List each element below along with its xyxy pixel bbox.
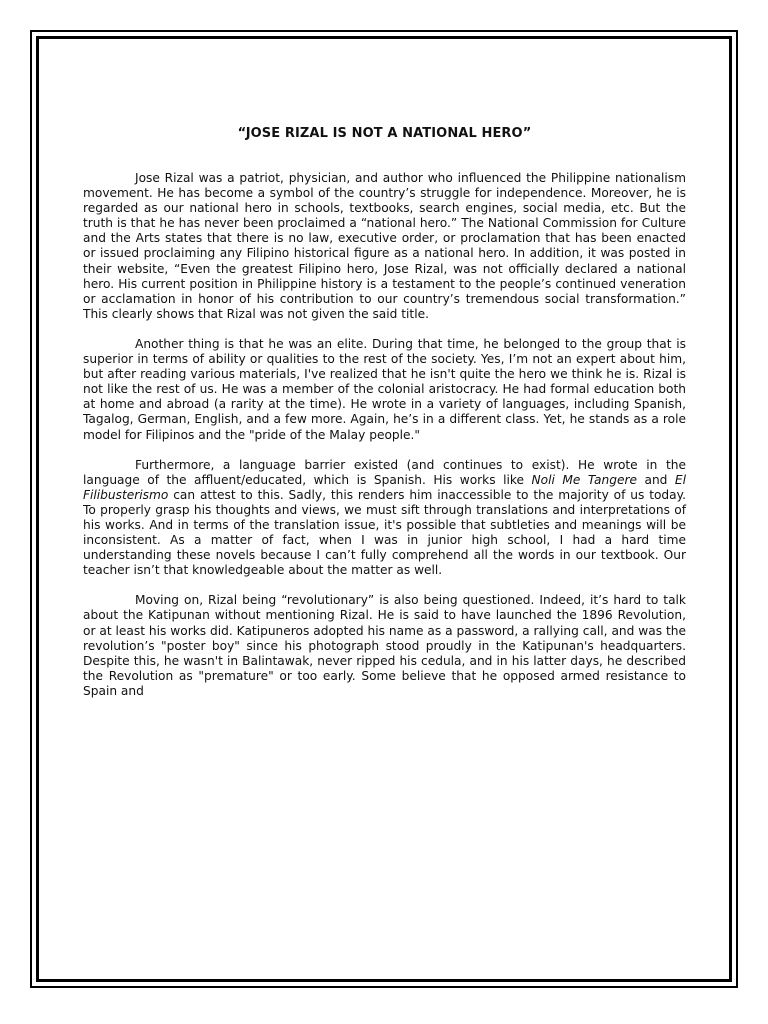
paragraph-text: Moving on, Rizal being “revolutionary” is also being questioned. Indeed, it’s hard to talk about the Katipunan without mentioning Rizal. He is said to have launched the 1896 Revolution, or at least his works did. Katipuneros adopted his name as a password, a rallying call, and was the revolution’s "poster boy" since his photograph stood proudly in the Katipunan's headquarters. Despite this, he wasn't in Balintawak, never ripped his cedula, and in his latter days, he described the Revolution as "premature" or too early. Some believe that he opposed armed resistance to Spain and <box>83 593 686 698</box>
document-title: “JOSE RIZAL IS NOT A NATIONAL HERO” <box>237 126 532 141</box>
body-paragraph <box>83 171 686 322</box>
body-paragraph <box>83 458 686 579</box>
paragraph-text: Furthermore, a language barrier existed (and continues to exist). He wrote in the language of the affluent/educated, which is Spanish. His works like <box>83 457 686 487</box>
paragraph-text: Another thing is that he was an elite. During that time, he belonged to the group that is superior in terms of ability or qualities to the rest of the society. Yes, I’m not an expert about him, but after reading various materials, I've realized that he isn't quite the hero we think he is. Rizal is not like the rest of us. He was a member of the colonial aristocracy. He had formal education both at home and abroad (a rarity at the time). He wrote in a variety of languages, including Spanish, Tagalog, German, English, and a few more. Again, he’s in a different class. Yet, he stands as a role model for Filipinos and the "pride of the Malay people." <box>83 336 686 442</box>
body-paragraph <box>83 593 686 699</box>
paragraph-container <box>83 171 686 699</box>
paragraph-text: Jose Rizal was a patriot, physician, and author who influenced the Philippine nationalism movement. He has become a symbol of the country’s struggle for independence. Moreover, he is regarded as our national hero in schools, textbooks, search engines, social media, etc. But the truth is that he has never been proclaimed a “national hero.” The National Commission for Culture and the Arts states that there is no law, executive order, or proclamation that has been enacted or issued proclaiming any Filipino historical figure as a national hero. In addition, it was posted in their website, “Even the greatest Filipino hero, Jose Rizal, was not officially declared a national hero. His current position in Philippine history is a testament to the people’s continued veneration or acclamation in honor of his contribution to our country’s tremendous social transformation.” This clearly shows that Rizal was not given the said title. <box>83 171 686 321</box>
paragraph-text: can attest to this. Sadly, this renders him inaccessible to the majority of us today. To properly grasp his thoughts and views, we must sift through translations and interpretations of his works. And in terms of the translation issue, it's possible that subtleties and meanings will be inconsistent. As a matter of fact, when I was in junior high school, I had a hard time understanding these novels because I can’t fully comprehend all the words in our textbook. Our teacher isn’t that knowledgeable about the matter as well. <box>83 487 686 578</box>
italic-title-text: Noli Me Tangere <box>531 472 637 487</box>
paragraph-text: and <box>636 472 675 487</box>
body-paragraph <box>83 337 686 443</box>
italic-title-text: El Filibusterismo <box>83 472 686 502</box>
document-body <box>83 126 686 714</box>
